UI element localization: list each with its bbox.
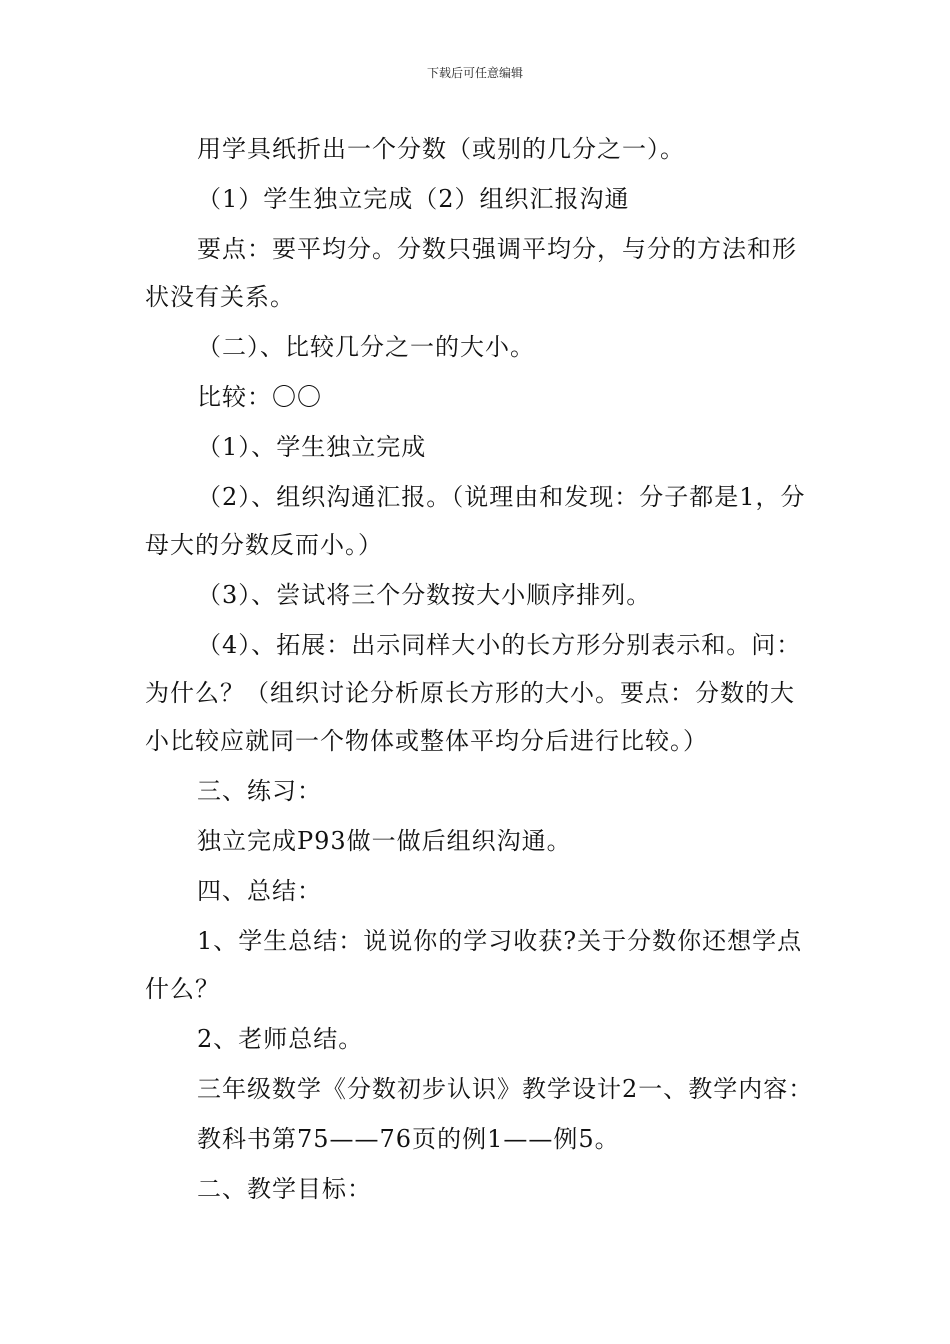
paragraph: （1）、学生独立完成 <box>197 433 427 461</box>
paragraph: 比较：〇〇 <box>197 383 322 411</box>
paragraph: 要点：要平均分。分数只强调平均分，与分的方法和形状没有关系。 <box>145 235 797 311</box>
paragraph: 三年级数学《分数初步认识》教学设计2一、教学内容： <box>197 1075 814 1103</box>
section-heading: 三、练习： <box>197 777 322 805</box>
paragraph: （3）、尝试将三个分数按大小顺序排列。 <box>197 581 652 609</box>
paragraph: 2、老师总结。 <box>197 1025 364 1053</box>
paragraph: （二）、比较几分之一的大小。 <box>197 333 535 361</box>
paragraph: （4）、拓展：出示同样大小的长方形分别表示和。问：为什么？（组织讨论分析原长方形的大小。要点：分数的大小比较应就同一个物体或整体平均分后进行比较。） <box>145 631 802 755</box>
paragraph: 1、学生总结：说说你的学习收获?关于分数你还想学点什么？ <box>145 927 803 1003</box>
paragraph: （2）、组织沟通汇报。（说理由和发现：分子都是1，分母大的分数反而小。） <box>145 483 806 559</box>
section-heading: 二、教学目标： <box>197 1175 372 1203</box>
paragraph: （1）学生独立完成（2）组织汇报沟通 <box>197 185 630 213</box>
section-heading: 四、总结： <box>197 877 322 905</box>
paragraph: 教科书第75——76页的例1——例5。 <box>197 1125 620 1153</box>
page-header: 下载后可任意编辑 <box>426 66 523 80</box>
paragraph: 用学具纸折出一个分数（或别的几分之一）。 <box>197 135 685 163</box>
paragraph: 独立完成P93做一做后组织沟通。 <box>197 827 572 855</box>
document-body <box>145 125 815 1215</box>
